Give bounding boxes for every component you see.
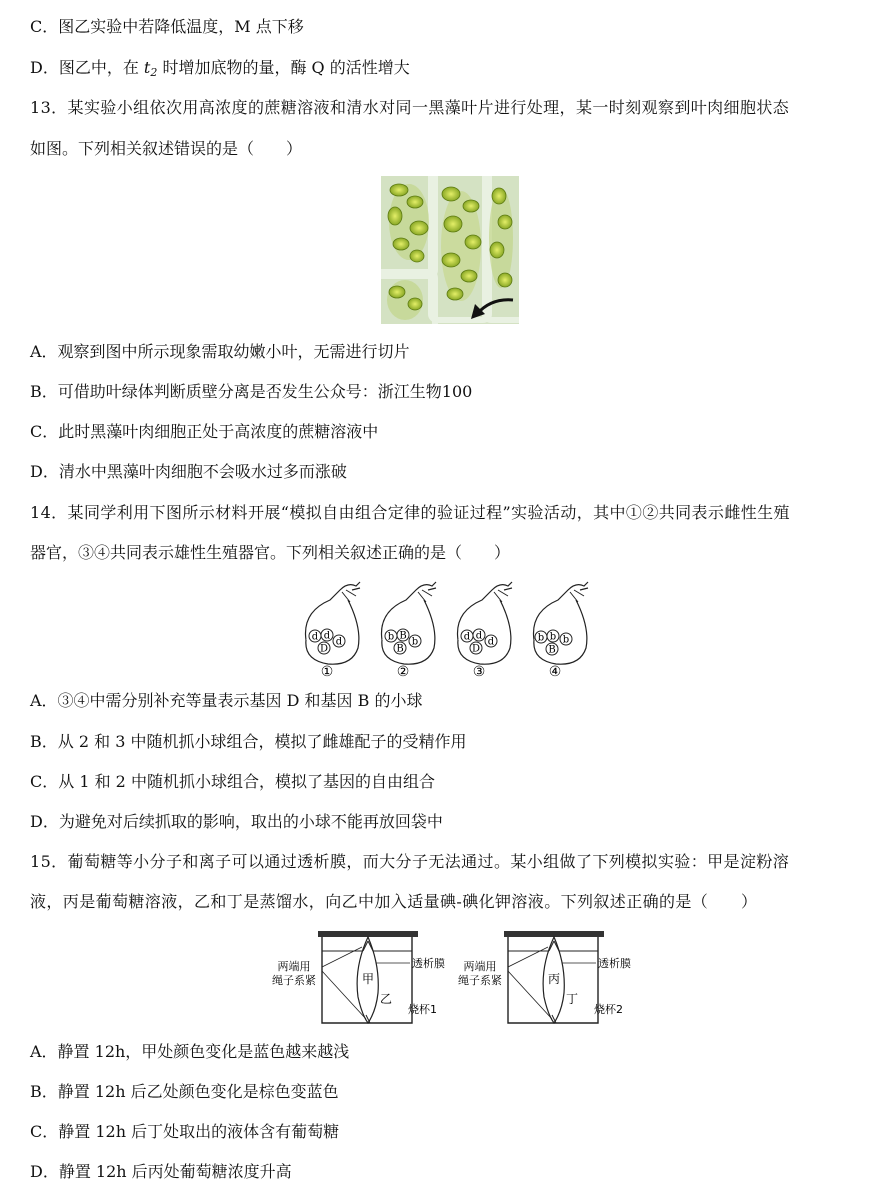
- q14-stem-line2: 器官，③④共同表示雄性生殖器官。下列相关叙述正确的是（ ）: [30, 543, 511, 562]
- beaker-2-inner-label: 丙: [547, 972, 561, 986]
- bag-1: [306, 582, 361, 680]
- bag-1-ball-1: d: [311, 631, 319, 643]
- bag-2: [382, 582, 437, 680]
- q15-stem-line2: 液，丙是葡萄糖溶液，乙和丁是蒸馏水，向乙中加入适量碘-碘化钾溶液。下列叙述正确的是（ ）: [30, 892, 758, 911]
- q12-option-c: C．图乙实验中若降低温度，M 点下移: [30, 17, 304, 36]
- q12-option-d-text-2: 时增加底物的量，酶 Q 的活性增大: [157, 58, 410, 77]
- q13-option-b: B．可借助叶绿体判断质壁分离是否发生公众号：浙江生物100: [30, 382, 473, 401]
- bag-2-ball-3: B: [396, 643, 404, 655]
- bag-4-ball-3: b: [562, 634, 570, 646]
- q15-option-a: A．静置 12h，甲处颜色变化是蓝色越来越浅: [30, 1042, 350, 1061]
- bag-3-ball-3: d: [487, 636, 495, 648]
- q14-stem-line1: 14．某同学利用下图所示材料开展“模拟自由组合定律的验证过程”实验活动，其中①②共同表示雌性生殖: [30, 503, 790, 522]
- beaker-2-membrane-label: 透析膜: [598, 957, 631, 970]
- bag-2-ball-1: b: [387, 631, 395, 643]
- t-var: t: [143, 58, 151, 77]
- beaker-2-outer-label: 丁: [565, 992, 579, 1006]
- bag-2-number: ②: [396, 664, 410, 680]
- gene-ball-bags-figure: [300, 578, 600, 680]
- bag-1-ball-3: d: [335, 636, 343, 648]
- q12-option-d: [30, 57, 410, 84]
- bag-3: [458, 582, 513, 680]
- q13-stem-line1: 13．某实验小组依次用高浓度的蔗糖溶液和清水对同一黑藻叶片进行处理，某一时刻观察到叶肉细胞状态: [30, 98, 790, 117]
- q13-option-a: A．观察到图中所示现象需取幼嫩小叶，无需进行切片: [30, 342, 410, 361]
- q13-option-d: D．清水中黑藻叶肉细胞不会吸水过多而涨破: [30, 462, 347, 481]
- beaker-1-inner-label: 甲: [361, 972, 375, 986]
- bag-3-number: ③: [472, 664, 486, 680]
- bag-1-number: ①: [320, 664, 334, 680]
- bag-1-ball-4: D: [319, 643, 329, 655]
- bag-1-ball-2: d: [323, 630, 331, 642]
- beaker-2-tie-label-1: 两端用: [463, 960, 497, 973]
- q13-stem-line2: 如图。下列相关叙述错误的是（ ）: [30, 139, 303, 158]
- beaker-1-tie-label-1: 两端用: [277, 960, 311, 973]
- beaker-2-name: 烧杯2: [594, 1003, 623, 1016]
- t-subscript: 2: [150, 66, 158, 79]
- bag-4-ball-1: b: [537, 632, 545, 644]
- q15-option-c: C．静置 12h 后丁处取出的液体含有葡萄糖: [30, 1122, 340, 1141]
- bag-3-ball-1: d: [463, 631, 471, 643]
- q15-stem-line1: 15．葡萄糖等小分子和离子可以通过透析膜，而大分子无法通过。某小组做了下列模拟实验：甲是淀粉溶: [30, 852, 790, 871]
- beaker-1-membrane-label: 透析膜: [412, 957, 445, 970]
- q12-option-d-text-1: D．图乙中，在: [30, 58, 144, 77]
- bag-2-ball-4: b: [411, 636, 419, 648]
- bag-4: [534, 582, 589, 680]
- bag-2-ball-2: B: [399, 630, 407, 642]
- beaker-2: [458, 931, 631, 1023]
- beaker-2-tie-label-2: 绳子系紧: [458, 974, 502, 987]
- q14-option-d: D．为避免对后续抓取的影响，取出的小球不能再放回袋中: [30, 812, 443, 831]
- q14-option-c: C．从 1 和 2 中随机抓小球组合，模拟了基因的自由组合: [30, 772, 435, 791]
- beaker-1-outer-label: 乙: [379, 992, 393, 1006]
- bag-4-ball-4: B: [548, 644, 556, 656]
- bag-4-number: ④: [548, 664, 562, 680]
- bag-3-ball-4: D: [471, 643, 481, 655]
- beaker-1-tie-label-2: 绳子系紧: [272, 974, 316, 987]
- q14-option-a: A．③④中需分别补充等量表示基因 D 和基因 B 的小球: [30, 691, 423, 710]
- q14-option-b: B．从 2 和 3 中随机抓小球组合，模拟了雌雄配子的受精作用: [30, 732, 467, 751]
- q15-option-b: B．静置 12h 后乙处颜色变化是棕色变蓝色: [30, 1082, 339, 1101]
- beaker-1: [272, 931, 445, 1023]
- bag-3-ball-2: d: [475, 630, 483, 642]
- beaker-1-name: 烧杯1: [408, 1003, 437, 1016]
- leaf-cell-micrograph: [381, 176, 519, 324]
- bag-4-ball-2: b: [549, 631, 557, 643]
- q13-option-c: C．此时黑藻叶肉细胞正处于高浓度的蔗糖溶液中: [30, 422, 379, 441]
- dialysis-beakers-figure: [262, 927, 642, 1029]
- q15-option-d: D．静置 12h 后丙处葡萄糖浓度升高: [30, 1162, 292, 1181]
